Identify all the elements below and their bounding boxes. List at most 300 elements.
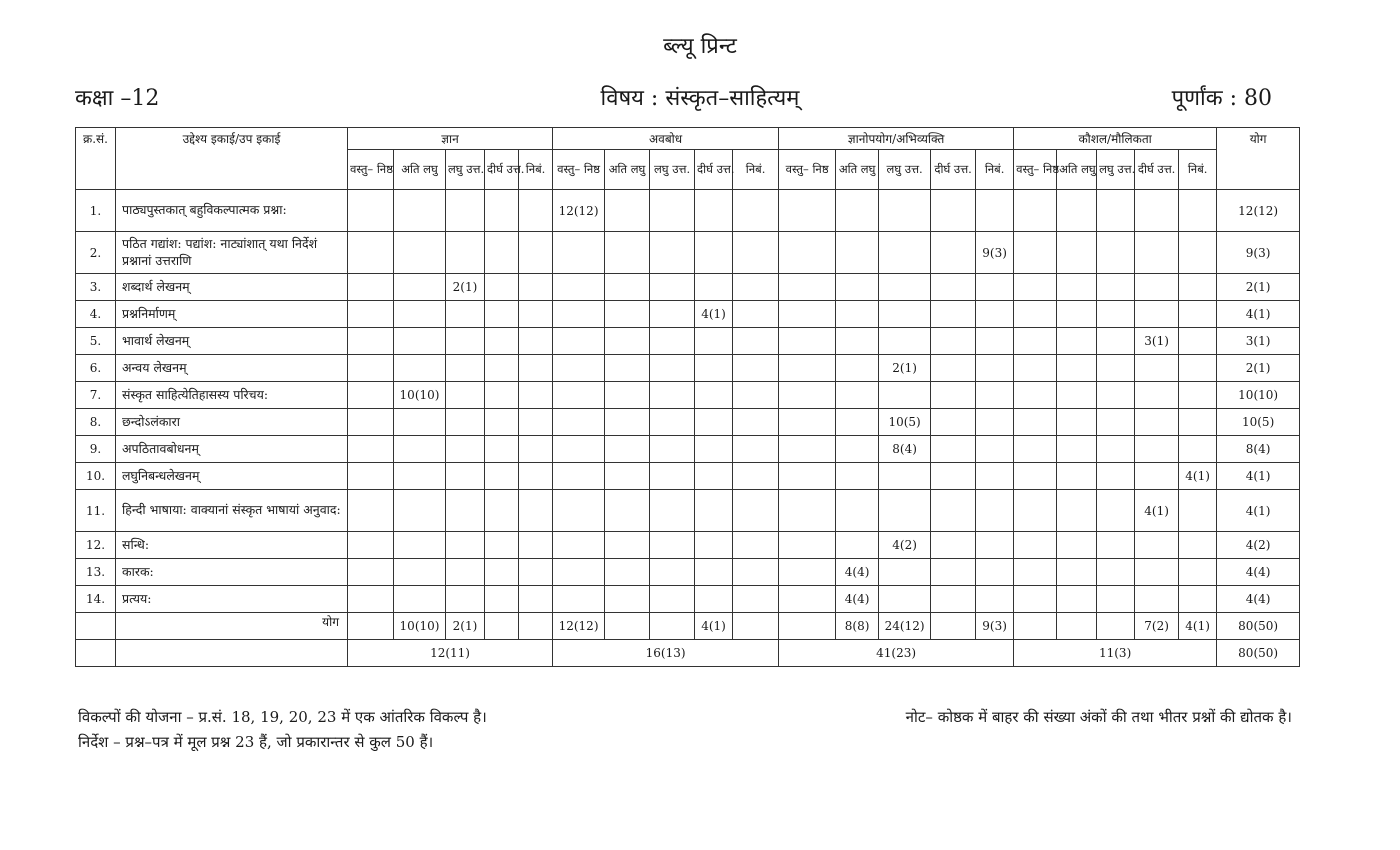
table-cell bbox=[605, 382, 650, 409]
table-cell bbox=[348, 355, 394, 382]
table-cell bbox=[733, 490, 779, 532]
table-cell bbox=[733, 532, 779, 559]
table-cell bbox=[931, 409, 976, 436]
row-sn: 13. bbox=[76, 559, 116, 586]
table-cell bbox=[1057, 355, 1097, 382]
table-cell bbox=[1097, 463, 1135, 490]
table-cell bbox=[976, 355, 1014, 382]
table-cell bbox=[1014, 274, 1057, 301]
blueprint-table bbox=[75, 127, 1300, 667]
table-cell bbox=[733, 463, 779, 490]
table-cell bbox=[348, 301, 394, 328]
table-cell bbox=[394, 409, 446, 436]
table-cell bbox=[1097, 559, 1135, 586]
table-cell bbox=[519, 382, 553, 409]
table-cell bbox=[1135, 355, 1179, 382]
table-cell bbox=[1179, 559, 1217, 586]
instruction-note: निर्देश – प्रश्न–पत्र में मूल प्रश्न 23 हैं, जो प्रकारान्तर से कुल 50 हैं। bbox=[78, 733, 434, 751]
total-row-cell bbox=[485, 613, 519, 640]
table-cell bbox=[976, 274, 1014, 301]
table-cell bbox=[931, 559, 976, 586]
subject-label: विषय : संस्कृत–साहित्यम् bbox=[600, 86, 800, 111]
table-cell bbox=[879, 463, 931, 490]
total-row bbox=[76, 613, 1300, 640]
table-cell bbox=[1135, 409, 1179, 436]
table-cell: 4(1) bbox=[695, 301, 733, 328]
table-cell bbox=[695, 559, 733, 586]
table-cell bbox=[348, 586, 394, 613]
table-cell bbox=[779, 232, 836, 274]
table-cell bbox=[836, 382, 879, 409]
table-cell bbox=[348, 490, 394, 532]
row-sn: 11. bbox=[76, 490, 116, 532]
group-totals-row bbox=[76, 640, 1300, 667]
subheader-cell: वस्तु– निष्ठ bbox=[1014, 150, 1057, 190]
total-row-cell bbox=[519, 613, 553, 640]
table-cell bbox=[1097, 409, 1135, 436]
table-row bbox=[76, 490, 1300, 532]
total-row-cell bbox=[733, 613, 779, 640]
table-cell bbox=[836, 355, 879, 382]
table-cell bbox=[485, 301, 519, 328]
row-sn: 3. bbox=[76, 274, 116, 301]
table-cell bbox=[1179, 274, 1217, 301]
total-row-cell: 4(1) bbox=[1179, 613, 1217, 640]
table-cell bbox=[519, 328, 553, 355]
table-cell: 10(5) bbox=[879, 409, 931, 436]
subheader-cell: अति लघु bbox=[836, 150, 879, 190]
table-cell bbox=[976, 190, 1014, 232]
table-cell bbox=[1097, 355, 1135, 382]
table-cell bbox=[1179, 532, 1217, 559]
table-cell bbox=[348, 232, 394, 274]
table-cell bbox=[1135, 301, 1179, 328]
table-cell bbox=[519, 355, 553, 382]
table-cell bbox=[931, 232, 976, 274]
bracket-note: नोट– कोष्ठक में बाहर की संख्या अंकों की तथा भीतर प्रश्नों की द्योतक है। bbox=[905, 708, 1292, 726]
table-cell bbox=[348, 382, 394, 409]
table-cell bbox=[1179, 586, 1217, 613]
total-row-cell bbox=[779, 613, 836, 640]
table-cell bbox=[779, 586, 836, 613]
table-cell bbox=[879, 382, 931, 409]
row-total: 10(10) bbox=[1217, 382, 1300, 409]
table-cell bbox=[779, 409, 836, 436]
subheader-cell: लघु उत्त. bbox=[650, 150, 695, 190]
table-cell bbox=[1097, 274, 1135, 301]
table-cell bbox=[650, 382, 695, 409]
total-row-cell: 9(3) bbox=[976, 613, 1014, 640]
row-topic: हिन्दी भाषाया: वाक्यानां संस्कृत भाषायां अनुवाद: bbox=[116, 490, 348, 532]
table-cell bbox=[695, 586, 733, 613]
table-row bbox=[76, 274, 1300, 301]
table-cell bbox=[485, 490, 519, 532]
table-cell bbox=[733, 328, 779, 355]
table-cell bbox=[779, 532, 836, 559]
table-cell bbox=[1135, 232, 1179, 274]
table-cell bbox=[1097, 436, 1135, 463]
table-cell bbox=[446, 232, 485, 274]
table-cell bbox=[605, 355, 650, 382]
table-cell bbox=[519, 301, 553, 328]
table-cell bbox=[650, 490, 695, 532]
table-row bbox=[76, 190, 1300, 232]
table-cell bbox=[836, 436, 879, 463]
table-cell bbox=[931, 355, 976, 382]
row-topic: प्रश्ननिर्माणम् bbox=[116, 301, 348, 328]
subheader-cell: निबं. bbox=[519, 150, 553, 190]
total-marks-label: पूर्णांक : 80 bbox=[1171, 86, 1272, 111]
table-row bbox=[76, 586, 1300, 613]
table-row bbox=[76, 463, 1300, 490]
table-cell bbox=[605, 463, 650, 490]
table-cell bbox=[1057, 532, 1097, 559]
table-cell bbox=[485, 463, 519, 490]
table-cell bbox=[348, 436, 394, 463]
table-cell bbox=[1057, 190, 1097, 232]
table-cell bbox=[931, 586, 976, 613]
table-cell bbox=[695, 463, 733, 490]
table-cell bbox=[650, 532, 695, 559]
table-cell bbox=[394, 232, 446, 274]
total-row-cell: 10(10) bbox=[394, 613, 446, 640]
table-cell bbox=[446, 586, 485, 613]
table-cell bbox=[733, 232, 779, 274]
table-cell bbox=[1057, 232, 1097, 274]
table-cell bbox=[485, 190, 519, 232]
table-cell bbox=[879, 559, 931, 586]
table-cell bbox=[394, 328, 446, 355]
table-cell bbox=[348, 559, 394, 586]
table-cell bbox=[446, 409, 485, 436]
table-cell bbox=[1057, 463, 1097, 490]
header-topic: उद्देश्य इकाई/उप इकाई bbox=[116, 128, 348, 190]
group-total-cell: 11(3) bbox=[1014, 640, 1217, 667]
header-group-gyan: ज्ञान bbox=[348, 128, 553, 150]
table-cell bbox=[931, 382, 976, 409]
table-cell bbox=[779, 490, 836, 532]
row-sn: 1. bbox=[76, 190, 116, 232]
table-cell: 4(4) bbox=[836, 586, 879, 613]
table-cell bbox=[1097, 190, 1135, 232]
table-cell bbox=[1179, 490, 1217, 532]
row-total: 4(4) bbox=[1217, 586, 1300, 613]
table-cell bbox=[519, 274, 553, 301]
options-scheme-note: विकल्पों की योजना – प्र.सं. 18, 19, 20, 23 में एक आंतरिक विकल्प है। bbox=[78, 708, 487, 726]
table-cell bbox=[650, 586, 695, 613]
table-cell bbox=[976, 301, 1014, 328]
row-total: 4(1) bbox=[1217, 301, 1300, 328]
total-row-cell bbox=[605, 613, 650, 640]
table-cell bbox=[446, 559, 485, 586]
table-cell: 10(10) bbox=[394, 382, 446, 409]
row-total: 9(3) bbox=[1217, 232, 1300, 274]
table-cell bbox=[605, 232, 650, 274]
table-cell bbox=[485, 355, 519, 382]
table-cell bbox=[1014, 355, 1057, 382]
table-cell bbox=[605, 274, 650, 301]
total-row-cell: 4(1) bbox=[695, 613, 733, 640]
table-cell bbox=[394, 301, 446, 328]
table-cell bbox=[605, 301, 650, 328]
table-cell bbox=[976, 586, 1014, 613]
table-cell bbox=[1135, 463, 1179, 490]
table-cell bbox=[695, 436, 733, 463]
table-cell bbox=[976, 559, 1014, 586]
table-cell bbox=[931, 436, 976, 463]
table-cell bbox=[1179, 382, 1217, 409]
table-cell bbox=[446, 382, 485, 409]
table-cell bbox=[446, 328, 485, 355]
header-sn: क्र.सं. bbox=[76, 128, 116, 190]
row-topic: संस्कृत साहित्येतिहासस्य परिचय: bbox=[116, 382, 348, 409]
table-cell bbox=[650, 436, 695, 463]
table-cell bbox=[446, 301, 485, 328]
table-row bbox=[76, 355, 1300, 382]
table-row bbox=[76, 301, 1300, 328]
table-cell bbox=[1057, 436, 1097, 463]
table-cell bbox=[446, 436, 485, 463]
table-cell bbox=[605, 559, 650, 586]
row-sn: 6. bbox=[76, 355, 116, 382]
header-group-gyanopyog: ज्ञानोपयोग/अभिव्यक्ति bbox=[779, 128, 1014, 150]
table-cell bbox=[553, 274, 605, 301]
group-total-cell: 41(23) bbox=[779, 640, 1014, 667]
table-cell bbox=[879, 274, 931, 301]
table-cell bbox=[553, 532, 605, 559]
row-total: 4(2) bbox=[1217, 532, 1300, 559]
table-cell: 12(12) bbox=[553, 190, 605, 232]
table-cell bbox=[1014, 532, 1057, 559]
subheader-cell: लघु उत्त. bbox=[1097, 150, 1135, 190]
table-cell bbox=[446, 190, 485, 232]
row-topic: भावार्थ लेखनम् bbox=[116, 328, 348, 355]
table-cell: 9(3) bbox=[976, 232, 1014, 274]
header-total: योग bbox=[1217, 128, 1300, 190]
table-cell bbox=[650, 274, 695, 301]
table-cell bbox=[779, 328, 836, 355]
table-cell bbox=[976, 490, 1014, 532]
table-cell bbox=[650, 232, 695, 274]
table-cell bbox=[650, 409, 695, 436]
subheader-cell: वस्तु– निष्ठ bbox=[348, 150, 394, 190]
table-cell bbox=[1135, 382, 1179, 409]
table-cell bbox=[836, 409, 879, 436]
table-cell bbox=[836, 301, 879, 328]
table-cell bbox=[1014, 301, 1057, 328]
table-cell bbox=[779, 559, 836, 586]
row-total: 4(4) bbox=[1217, 559, 1300, 586]
row-sn: 7. bbox=[76, 382, 116, 409]
table-cell bbox=[446, 490, 485, 532]
table-cell: 4(1) bbox=[1179, 463, 1217, 490]
table-cell bbox=[485, 436, 519, 463]
table-cell bbox=[733, 355, 779, 382]
table-cell bbox=[733, 409, 779, 436]
table-cell bbox=[553, 436, 605, 463]
table-cell bbox=[394, 436, 446, 463]
table-cell bbox=[695, 232, 733, 274]
table-cell bbox=[931, 301, 976, 328]
table-cell bbox=[976, 409, 1014, 436]
row-topic: शब्दार्थ लेखनम् bbox=[116, 274, 348, 301]
header-group-kaushal: कौशल/मौलिकता bbox=[1014, 128, 1217, 150]
row-sn: 10. bbox=[76, 463, 116, 490]
table-cell bbox=[446, 355, 485, 382]
table-cell: 8(4) bbox=[879, 436, 931, 463]
table-cell bbox=[836, 328, 879, 355]
table-cell bbox=[976, 532, 1014, 559]
subheader-cell: अति लघु bbox=[605, 150, 650, 190]
table-cell bbox=[519, 490, 553, 532]
table-cell bbox=[605, 586, 650, 613]
total-row-cell bbox=[1014, 613, 1057, 640]
table-cell bbox=[1057, 586, 1097, 613]
table-cell bbox=[519, 436, 553, 463]
table-cell bbox=[553, 301, 605, 328]
table-cell bbox=[348, 190, 394, 232]
table-cell bbox=[650, 190, 695, 232]
table-cell bbox=[553, 490, 605, 532]
row-total: 2(1) bbox=[1217, 274, 1300, 301]
table-cell bbox=[1179, 301, 1217, 328]
table-cell bbox=[348, 463, 394, 490]
table-cell bbox=[695, 274, 733, 301]
table-cell bbox=[605, 490, 650, 532]
table-cell bbox=[779, 382, 836, 409]
table-cell bbox=[1057, 274, 1097, 301]
table-cell bbox=[348, 274, 394, 301]
table-cell bbox=[485, 532, 519, 559]
table-cell bbox=[394, 559, 446, 586]
table-cell bbox=[1097, 532, 1135, 559]
table-cell bbox=[553, 586, 605, 613]
row-sn: 5. bbox=[76, 328, 116, 355]
table-cell bbox=[779, 355, 836, 382]
row-topic: लघुनिबन्धलेखनम् bbox=[116, 463, 348, 490]
table-cell bbox=[1014, 463, 1057, 490]
table-cell bbox=[394, 463, 446, 490]
subheader-cell: निबं. bbox=[976, 150, 1014, 190]
table-cell bbox=[695, 382, 733, 409]
table-cell bbox=[733, 274, 779, 301]
grand-total-cell: 80(50) bbox=[1217, 640, 1300, 667]
table-cell bbox=[1057, 382, 1097, 409]
page-title: ब्ल्यू प्रिन्ट bbox=[663, 34, 737, 59]
row-sn: 14. bbox=[76, 586, 116, 613]
table-cell bbox=[1135, 586, 1179, 613]
total-row-cell: 8(8) bbox=[836, 613, 879, 640]
row-topic: छन्दोऽलंकारा bbox=[116, 409, 348, 436]
row-topic: अन्वय लेखनम् bbox=[116, 355, 348, 382]
table-cell bbox=[879, 328, 931, 355]
row-total: 12(12) bbox=[1217, 190, 1300, 232]
table-cell bbox=[1097, 328, 1135, 355]
table-row bbox=[76, 409, 1300, 436]
table-cell bbox=[1135, 559, 1179, 586]
table-cell bbox=[779, 463, 836, 490]
subheader-cell: निबं. bbox=[1179, 150, 1217, 190]
row-total: 4(1) bbox=[1217, 463, 1300, 490]
table-cell bbox=[733, 382, 779, 409]
table-cell bbox=[553, 463, 605, 490]
table-cell bbox=[976, 382, 1014, 409]
table-cell bbox=[1135, 436, 1179, 463]
row-topic: कारक: bbox=[116, 559, 348, 586]
table-cell bbox=[519, 559, 553, 586]
table-cell bbox=[1014, 559, 1057, 586]
table-cell bbox=[733, 301, 779, 328]
total-row-cell: 2(1) bbox=[446, 613, 485, 640]
total-row-label: योग bbox=[116, 613, 348, 640]
table-cell bbox=[1057, 328, 1097, 355]
table-cell bbox=[553, 355, 605, 382]
table-cell bbox=[1097, 490, 1135, 532]
table-cell bbox=[650, 328, 695, 355]
row-total: 10(5) bbox=[1217, 409, 1300, 436]
table-cell bbox=[485, 409, 519, 436]
table-cell bbox=[836, 490, 879, 532]
table-cell bbox=[779, 301, 836, 328]
table-cell bbox=[1057, 301, 1097, 328]
table-cell bbox=[485, 274, 519, 301]
table-cell bbox=[1179, 355, 1217, 382]
table-cell bbox=[931, 190, 976, 232]
row-sn: 4. bbox=[76, 301, 116, 328]
table-cell bbox=[650, 463, 695, 490]
table-cell bbox=[485, 232, 519, 274]
empty-cell bbox=[116, 640, 348, 667]
table-cell: 2(1) bbox=[879, 355, 931, 382]
header-row-groups bbox=[76, 128, 1300, 150]
table-cell bbox=[394, 190, 446, 232]
total-row-cell bbox=[650, 613, 695, 640]
row-topic: पाठ्यपुस्तकात् बहुविकल्पात्मक प्रश्ना: bbox=[116, 190, 348, 232]
table-cell bbox=[394, 355, 446, 382]
table-cell bbox=[695, 490, 733, 532]
table-cell bbox=[605, 532, 650, 559]
total-row-cell: 7(2) bbox=[1135, 613, 1179, 640]
table-cell bbox=[931, 532, 976, 559]
table-cell bbox=[836, 190, 879, 232]
total-row-total: 80(50) bbox=[1217, 613, 1300, 640]
table-cell bbox=[836, 463, 879, 490]
table-cell bbox=[1014, 586, 1057, 613]
table-cell bbox=[976, 328, 1014, 355]
subheader-cell: निबं. bbox=[733, 150, 779, 190]
table-cell bbox=[733, 559, 779, 586]
row-sn: 8. bbox=[76, 409, 116, 436]
table-cell bbox=[879, 232, 931, 274]
row-topic: सन्धि: bbox=[116, 532, 348, 559]
table-row bbox=[76, 436, 1300, 463]
total-row-cell: 24(12) bbox=[879, 613, 931, 640]
table-cell bbox=[1014, 382, 1057, 409]
table-cell bbox=[485, 559, 519, 586]
table-cell bbox=[553, 382, 605, 409]
table-cell bbox=[695, 328, 733, 355]
table-cell bbox=[1135, 190, 1179, 232]
empty-cell bbox=[76, 640, 116, 667]
table-cell bbox=[1179, 409, 1217, 436]
table-cell bbox=[519, 586, 553, 613]
subheader-cell: वस्तु– निष्ठ bbox=[779, 150, 836, 190]
table-cell bbox=[879, 301, 931, 328]
total-row-cell bbox=[1057, 613, 1097, 640]
table-cell bbox=[553, 328, 605, 355]
table-cell bbox=[1014, 490, 1057, 532]
table-cell bbox=[879, 190, 931, 232]
